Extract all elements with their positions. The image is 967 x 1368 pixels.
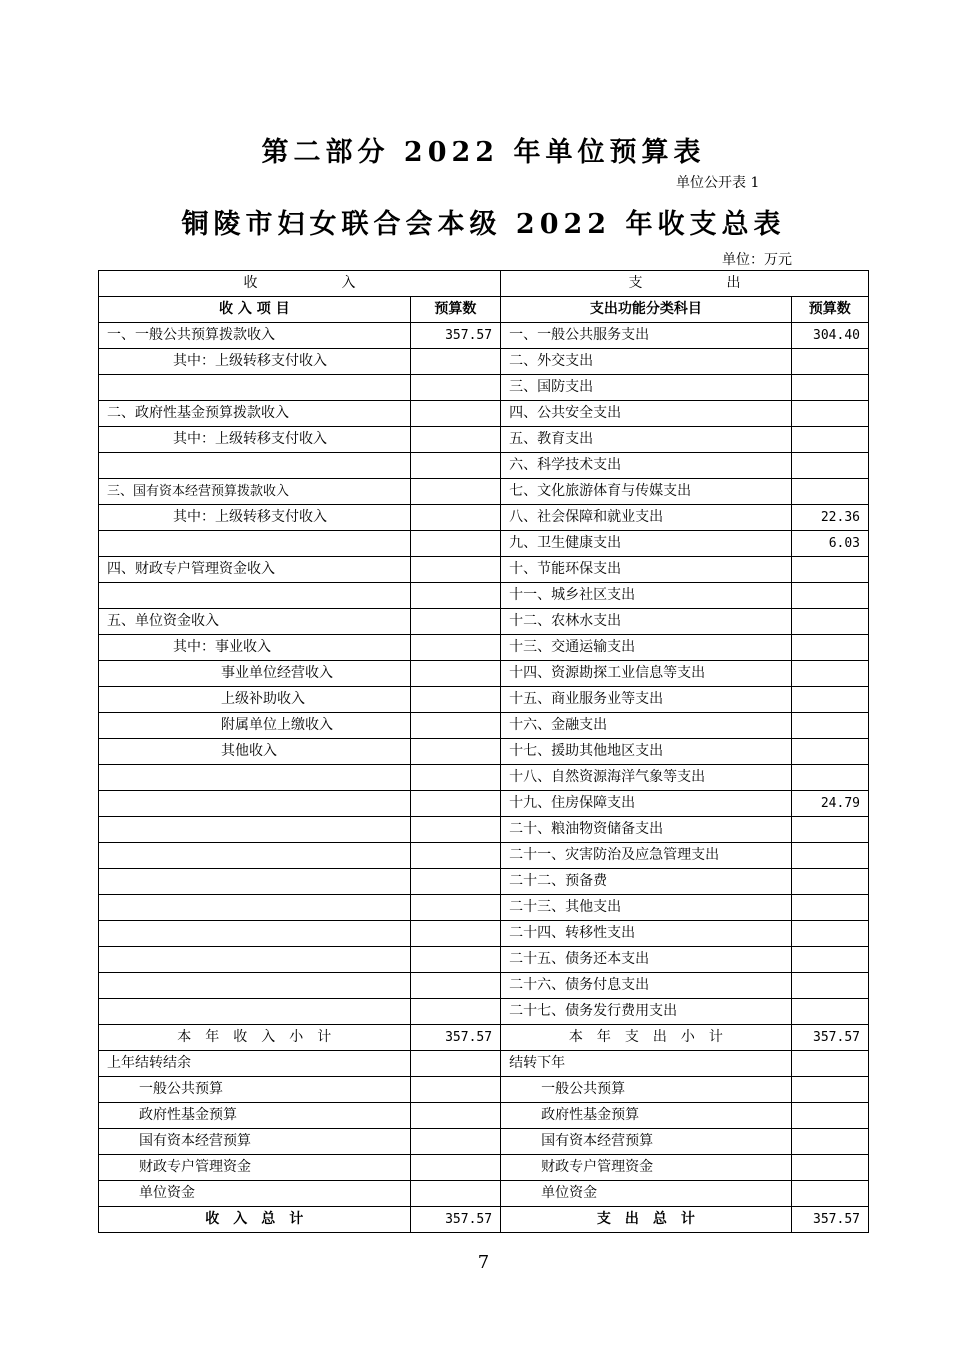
expense-item-cell: 一般公共预算 bbox=[501, 1077, 792, 1103]
expense-budget-cell bbox=[791, 1129, 868, 1155]
expense-item-cell: 本 年 支 出 小 计 bbox=[501, 1025, 792, 1051]
income-item-cell: 三、国有资本经营预算拨款收入 bbox=[99, 479, 411, 505]
expense-budget-cell bbox=[791, 817, 868, 843]
income-budget-cell bbox=[410, 999, 500, 1025]
income-budget-cell bbox=[410, 635, 500, 661]
expense-budget-cell bbox=[791, 713, 868, 739]
table-row bbox=[99, 921, 869, 947]
expense-item-cell: 国有资本经营预算 bbox=[501, 1129, 792, 1155]
income-item-header: 收 入 项 目 bbox=[99, 297, 411, 323]
income-item-cell: 四、财政专户管理资金收入 bbox=[99, 557, 411, 583]
income-item-cell: 附属单位上缴收入 bbox=[99, 713, 411, 739]
table-row bbox=[99, 817, 869, 843]
expense-budget-cell bbox=[791, 869, 868, 895]
expense-budget-cell: 24.79 bbox=[791, 791, 868, 817]
table-row bbox=[99, 1181, 869, 1207]
income-budget-cell bbox=[410, 1155, 500, 1181]
expense-item-cell: 二、外交支出 bbox=[501, 349, 792, 375]
income-budget-cell bbox=[410, 895, 500, 921]
expense-item-cell: 五、教育支出 bbox=[501, 427, 792, 453]
income-budget-cell: 357.57 bbox=[410, 1207, 500, 1233]
expense-budget-cell bbox=[791, 375, 868, 401]
expense-budget-cell: 22.36 bbox=[791, 505, 868, 531]
table-row bbox=[99, 973, 869, 999]
expense-item-cell: 二十七、债务发行费用支出 bbox=[501, 999, 792, 1025]
income-item-cell: 一般公共预算 bbox=[99, 1077, 411, 1103]
expense-item-cell: 六、科学技术支出 bbox=[501, 453, 792, 479]
income-item-cell: 上年结转结余 bbox=[99, 1051, 411, 1077]
expense-item-cell: 十三、交通运输支出 bbox=[501, 635, 792, 661]
expense-item-cell: 十九、住房保障支出 bbox=[501, 791, 792, 817]
expense-item-cell: 二十、粮油物资储备支出 bbox=[501, 817, 792, 843]
expense-budget-cell: 6.03 bbox=[791, 531, 868, 557]
header-row-2 bbox=[99, 297, 869, 323]
income-item-cell bbox=[99, 947, 411, 973]
income-budget-cell bbox=[410, 921, 500, 947]
table-row bbox=[99, 1155, 869, 1181]
income-budget-cell bbox=[410, 375, 500, 401]
income-item-cell: 其中：上级转移支付收入 bbox=[99, 349, 411, 375]
income-budget-cell bbox=[410, 869, 500, 895]
table-row bbox=[99, 349, 869, 375]
income-budget-cell bbox=[410, 531, 500, 557]
table-row bbox=[99, 583, 869, 609]
expense-budget-cell bbox=[791, 739, 868, 765]
income-item-cell bbox=[99, 999, 411, 1025]
income-item-cell: 其中：上级转移支付收入 bbox=[99, 505, 411, 531]
income-item-cell bbox=[99, 791, 411, 817]
income-budget-cell bbox=[410, 973, 500, 999]
income-item-cell: 上级补助收入 bbox=[99, 687, 411, 713]
expense-budget-header: 预算数 bbox=[791, 297, 868, 323]
table-row bbox=[99, 375, 869, 401]
income-item-cell bbox=[99, 531, 411, 557]
expense-budget-cell bbox=[791, 947, 868, 973]
expense-item-cell: 十二、农林水支出 bbox=[501, 609, 792, 635]
table-row bbox=[99, 453, 869, 479]
table-row bbox=[99, 947, 869, 973]
expense-budget-cell bbox=[791, 479, 868, 505]
expense-item-cell: 十八、自然资源海洋气象等支出 bbox=[501, 765, 792, 791]
table-row bbox=[99, 479, 869, 505]
expense-item-cell: 一、一般公共服务支出 bbox=[501, 323, 792, 349]
page-number: 7 bbox=[477, 1252, 490, 1273]
part-title: 第二部分 2022 年单位预算表 bbox=[261, 137, 706, 168]
income-item-cell bbox=[99, 375, 411, 401]
table-row bbox=[99, 1077, 869, 1103]
income-budget-cell: 357.57 bbox=[410, 323, 500, 349]
expense-item-cell: 九、卫生健康支出 bbox=[501, 531, 792, 557]
income-item-cell bbox=[99, 817, 411, 843]
income-item-cell: 五、单位资金收入 bbox=[99, 609, 411, 635]
expense-item-cell: 十五、商业服务业等支出 bbox=[501, 687, 792, 713]
expense-budget-cell bbox=[791, 609, 868, 635]
income-budget-cell bbox=[410, 843, 500, 869]
income-budget-cell bbox=[410, 349, 500, 375]
expense-item-cell: 十四、资源勘探工业信息等支出 bbox=[501, 661, 792, 687]
table-row bbox=[99, 869, 869, 895]
income-item-cell bbox=[99, 869, 411, 895]
income-budget-cell bbox=[410, 1051, 500, 1077]
expense-item-cell: 八、社会保障和就业支出 bbox=[501, 505, 792, 531]
income-budget-cell bbox=[410, 453, 500, 479]
table-row bbox=[99, 1207, 869, 1233]
income-item-cell: 其中：事业收入 bbox=[99, 635, 411, 661]
income-item-cell: 其他收入 bbox=[99, 739, 411, 765]
income-item-cell: 二、政府性基金预算拨款收入 bbox=[99, 401, 411, 427]
expense-budget-cell bbox=[791, 349, 868, 375]
table-row bbox=[99, 557, 869, 583]
expense-budget-cell bbox=[791, 973, 868, 999]
income-budget-cell bbox=[410, 1077, 500, 1103]
expense-item-cell: 七、文化旅游体育与传媒支出 bbox=[501, 479, 792, 505]
income-item-cell bbox=[99, 843, 411, 869]
expense-item-cell: 二十六、债务付息支出 bbox=[501, 973, 792, 999]
expense-header: 支 出 bbox=[501, 271, 869, 297]
expense-budget-cell bbox=[791, 843, 868, 869]
income-item-cell: 国有资本经营预算 bbox=[99, 1129, 411, 1155]
income-budget-cell bbox=[410, 817, 500, 843]
unit-label: 单位：万元 bbox=[722, 252, 792, 268]
expense-item-cell: 结转下年 bbox=[501, 1051, 792, 1077]
table-row bbox=[99, 323, 869, 349]
income-budget-cell bbox=[410, 583, 500, 609]
expense-item-cell: 四、公共安全支出 bbox=[501, 401, 792, 427]
table-row bbox=[99, 687, 869, 713]
expense-item-cell: 二十一、灾害防治及应急管理支出 bbox=[501, 843, 792, 869]
expense-item-cell: 十六、金融支出 bbox=[501, 713, 792, 739]
income-budget-cell bbox=[410, 557, 500, 583]
income-budget-cell bbox=[410, 479, 500, 505]
table-row bbox=[99, 1129, 869, 1155]
expense-item-header: 支出功能分类科目 bbox=[501, 297, 792, 323]
header-row-1 bbox=[99, 271, 869, 297]
table-row bbox=[99, 999, 869, 1025]
income-budget-cell bbox=[410, 1129, 500, 1155]
income-item-cell: 本 年 收 入 小 计 bbox=[99, 1025, 411, 1051]
table-row bbox=[99, 609, 869, 635]
income-budget-cell bbox=[410, 609, 500, 635]
expense-budget-cell bbox=[791, 1155, 868, 1181]
table-row bbox=[99, 739, 869, 765]
income-budget-cell bbox=[410, 427, 500, 453]
expense-item-cell: 二十三、其他支出 bbox=[501, 895, 792, 921]
income-budget-cell bbox=[410, 661, 500, 687]
income-item-cell bbox=[99, 921, 411, 947]
income-item-cell bbox=[99, 895, 411, 921]
expense-item-cell: 十一、城乡社区支出 bbox=[501, 583, 792, 609]
income-budget-cell bbox=[410, 791, 500, 817]
expense-budget-cell bbox=[791, 1181, 868, 1207]
table-row bbox=[99, 843, 869, 869]
expense-budget-cell bbox=[791, 999, 868, 1025]
table-row bbox=[99, 661, 869, 687]
main-title: 铜陵市妇女联合会本级 2022 年收支总表 bbox=[181, 209, 786, 240]
income-item-cell bbox=[99, 765, 411, 791]
table-row bbox=[99, 505, 869, 531]
table-row bbox=[99, 713, 869, 739]
table-row bbox=[99, 401, 869, 427]
income-item-cell: 其中：上级转移支付收入 bbox=[99, 427, 411, 453]
income-budget-cell bbox=[410, 765, 500, 791]
expense-item-cell: 十、节能环保支出 bbox=[501, 557, 792, 583]
income-item-cell: 收 入 总 计 bbox=[99, 1207, 411, 1233]
income-budget-cell bbox=[410, 713, 500, 739]
income-item-cell bbox=[99, 453, 411, 479]
table-row bbox=[99, 765, 869, 791]
income-budget-cell bbox=[410, 687, 500, 713]
expense-budget-cell: 357.57 bbox=[791, 1207, 868, 1233]
income-budget-cell bbox=[410, 1181, 500, 1207]
income-header: 收 入 bbox=[99, 271, 501, 297]
income-item-cell: 一、一般公共预算拨款收入 bbox=[99, 323, 411, 349]
expense-item-cell: 财政专户管理资金 bbox=[501, 1155, 792, 1181]
budget-table bbox=[98, 270, 869, 1233]
expense-budget-cell bbox=[791, 557, 868, 583]
expense-budget-cell bbox=[791, 895, 868, 921]
income-item-cell: 政府性基金预算 bbox=[99, 1103, 411, 1129]
expense-budget-cell bbox=[791, 687, 868, 713]
income-budget-header: 预算数 bbox=[410, 297, 500, 323]
expense-budget-cell bbox=[791, 765, 868, 791]
table-row bbox=[99, 1025, 869, 1051]
expense-budget-cell bbox=[791, 1077, 868, 1103]
table-row bbox=[99, 791, 869, 817]
expense-item-cell: 二十二、预备费 bbox=[501, 869, 792, 895]
expense-budget-cell bbox=[791, 661, 868, 687]
income-item-cell: 单位资金 bbox=[99, 1181, 411, 1207]
income-budget-cell: 357.57 bbox=[410, 1025, 500, 1051]
income-budget-cell bbox=[410, 1103, 500, 1129]
table-row bbox=[99, 1103, 869, 1129]
expense-budget-cell bbox=[791, 921, 868, 947]
expense-item-cell: 二十四、转移性支出 bbox=[501, 921, 792, 947]
expense-item-cell: 二十五、债务还本支出 bbox=[501, 947, 792, 973]
expense-item-cell: 三、国防支出 bbox=[501, 375, 792, 401]
expense-budget-cell: 304.40 bbox=[791, 323, 868, 349]
income-budget-cell bbox=[410, 739, 500, 765]
expense-budget-cell bbox=[791, 453, 868, 479]
table-row bbox=[99, 895, 869, 921]
expense-budget-cell bbox=[791, 401, 868, 427]
income-budget-cell bbox=[410, 401, 500, 427]
expense-item-cell: 支 出 总 计 bbox=[501, 1207, 792, 1233]
table-row bbox=[99, 427, 869, 453]
income-item-cell bbox=[99, 583, 411, 609]
expense-item-cell: 十七、援助其他地区支出 bbox=[501, 739, 792, 765]
expense-budget-cell bbox=[791, 583, 868, 609]
table-row bbox=[99, 531, 869, 557]
expense-budget-cell: 357.57 bbox=[791, 1025, 868, 1051]
expense-budget-cell bbox=[791, 427, 868, 453]
expense-budget-cell bbox=[791, 1103, 868, 1129]
expense-item-cell: 政府性基金预算 bbox=[501, 1103, 792, 1129]
expense-budget-cell bbox=[791, 1051, 868, 1077]
income-item-cell: 事业单位经营收入 bbox=[99, 661, 411, 687]
table-row bbox=[99, 635, 869, 661]
income-budget-cell bbox=[410, 505, 500, 531]
table-row bbox=[99, 1051, 869, 1077]
table-number: 单位公开表 1 bbox=[676, 175, 760, 191]
income-item-cell bbox=[99, 973, 411, 999]
income-budget-cell bbox=[410, 947, 500, 973]
expense-item-cell: 单位资金 bbox=[501, 1181, 792, 1207]
income-item-cell: 财政专户管理资金 bbox=[99, 1155, 411, 1181]
expense-budget-cell bbox=[791, 635, 868, 661]
